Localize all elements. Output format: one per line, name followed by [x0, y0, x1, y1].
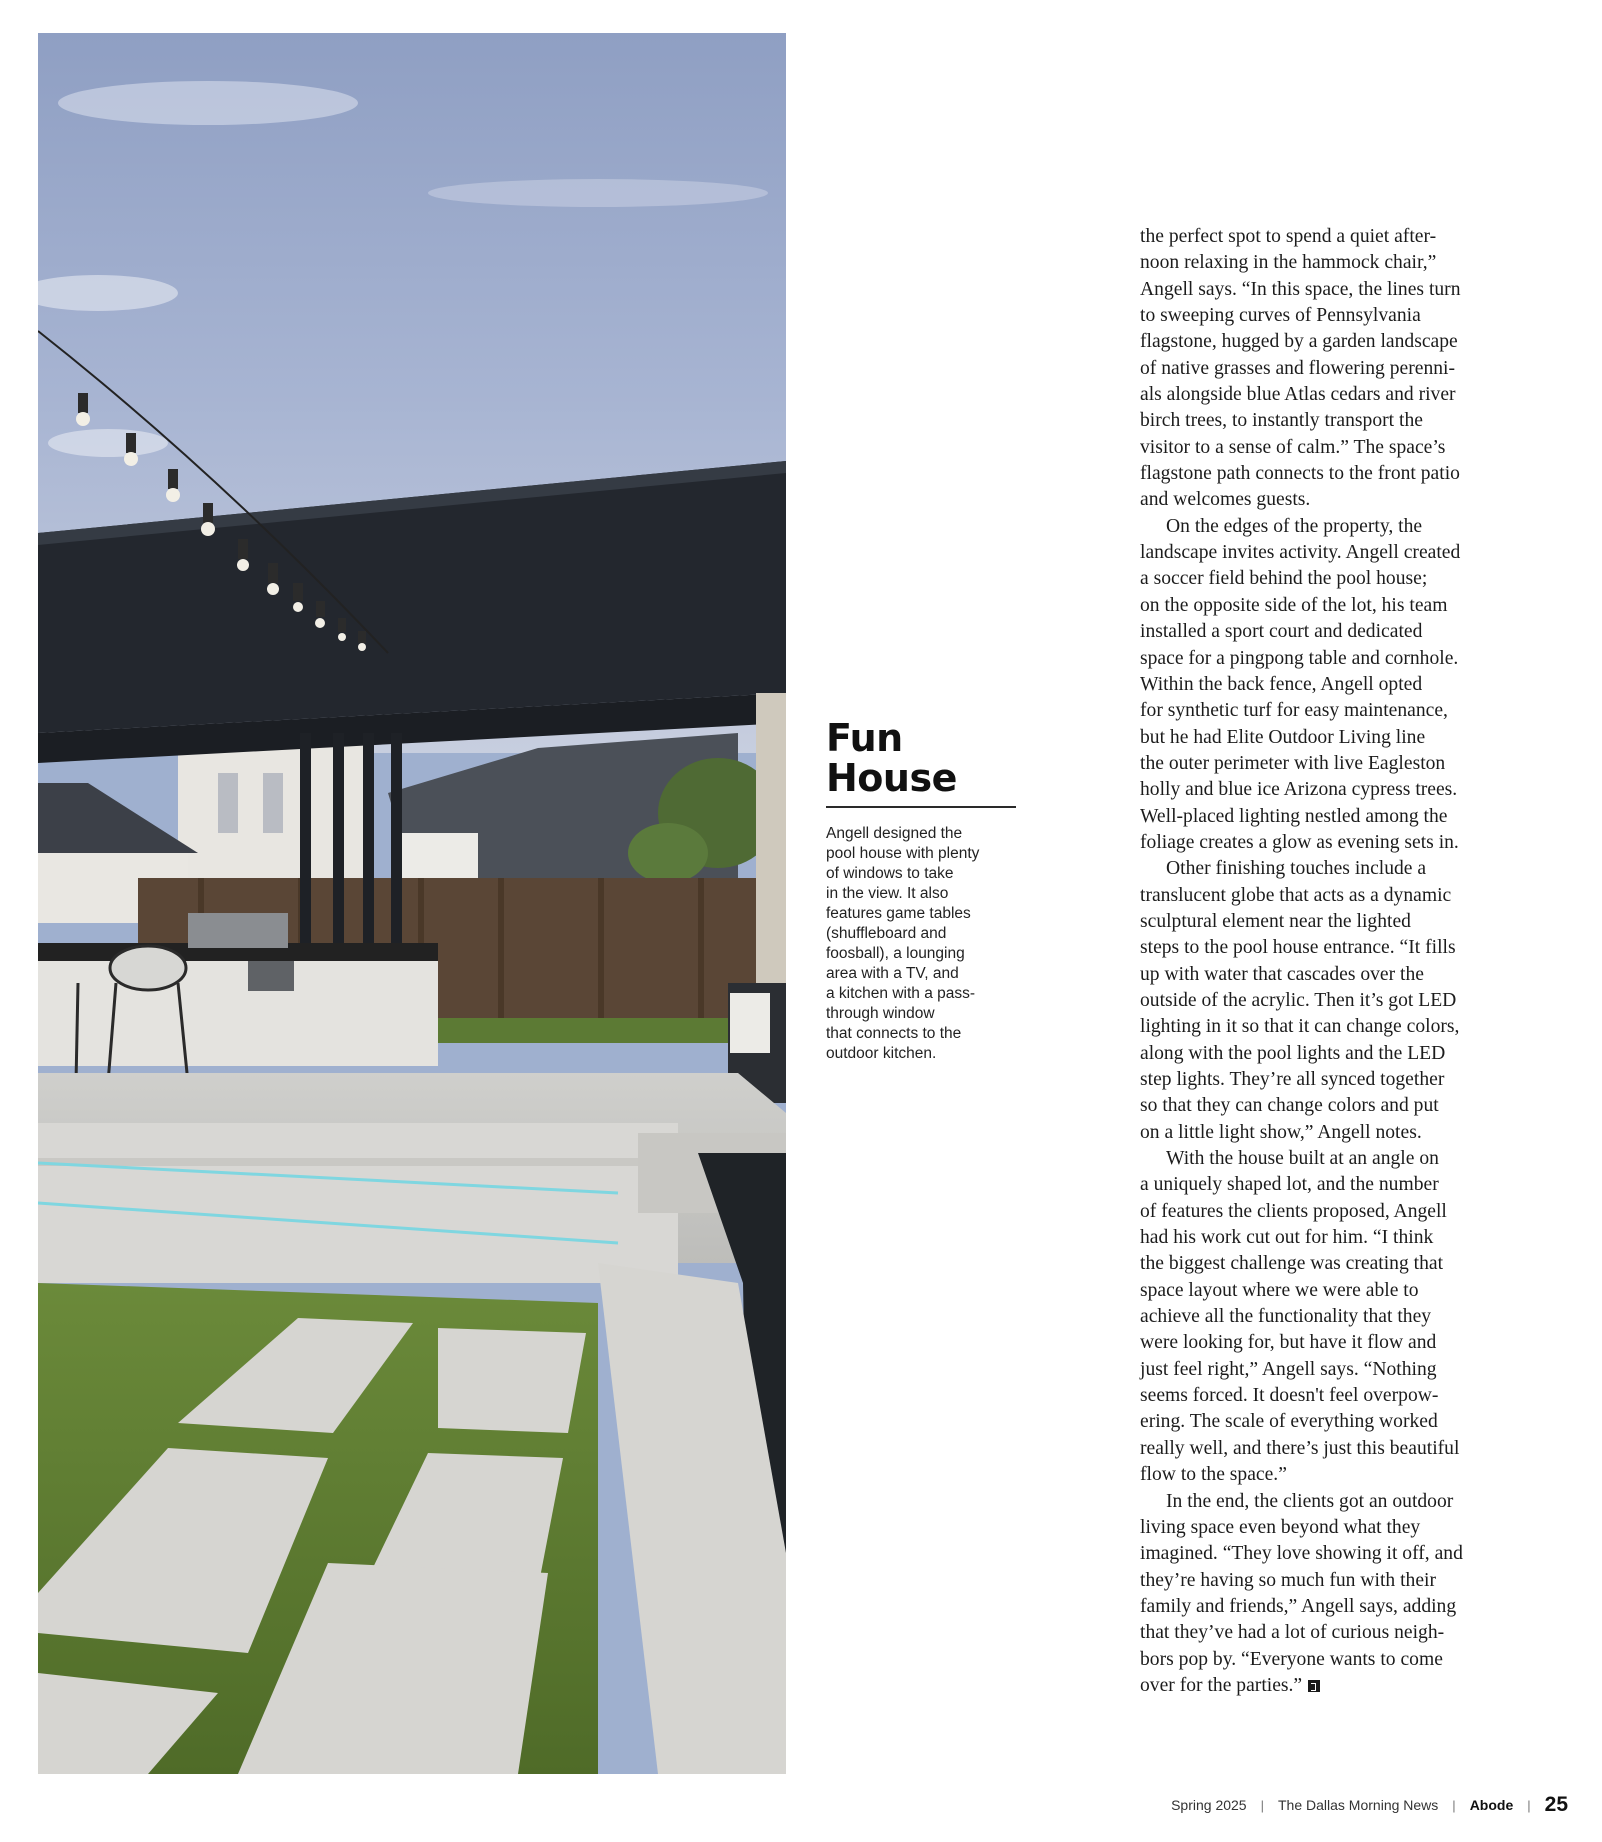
article-line: to sweeping curves of Pennsylvania — [1140, 305, 1421, 327]
article-line: space layout where we were able to — [1140, 1279, 1419, 1301]
article-line: bors pop by. “Everyone wants to come — [1140, 1648, 1443, 1670]
footer-separator: | — [1527, 1797, 1531, 1813]
article-line: seems forced. It doesn't feel overpow- — [1140, 1385, 1439, 1407]
pool-house-photo-art — [38, 33, 786, 1774]
cloud — [58, 81, 358, 125]
footer-separator: | — [1260, 1797, 1264, 1813]
article-line: Within the back fence, Angell opted — [1140, 673, 1423, 695]
page-footer — [1171, 1790, 1568, 1820]
article-line: were looking for, but have it flow and — [1140, 1332, 1437, 1354]
caption-line: area with a TV, and — [826, 965, 959, 982]
page-number: 25 — [1544, 1793, 1568, 1816]
article-line: that they’ve had a lot of curious neigh- — [1140, 1622, 1445, 1644]
cloud — [48, 429, 168, 457]
article-line: they’re having so much fun with their — [1140, 1569, 1437, 1591]
caption-line: a kitchen with a pass- — [826, 985, 976, 1002]
outdoor-kitchen — [38, 961, 438, 1066]
article-line: up with water that cascades over the — [1140, 963, 1424, 985]
article-line: imagined. “They love showing it off, and — [1140, 1543, 1463, 1565]
article-line: just feel right,” Angell says. “Nothing — [1140, 1358, 1437, 1380]
article-line: the outer perimeter with live Eagleston — [1140, 752, 1446, 774]
article-line: really well, and there’s just this beautiful — [1140, 1437, 1460, 1459]
article-line: foliage creates a glow as evening sets in. — [1140, 831, 1459, 853]
article-line: and welcomes guests. — [1140, 489, 1311, 511]
sidebar — [826, 718, 1016, 1064]
article-line: on the opposite side of the lot, his team — [1140, 594, 1448, 616]
article-line: outside of the acrylic. Then it’s got LED — [1140, 989, 1457, 1011]
article-line: landscape invites activity. Angell created — [1140, 542, 1461, 564]
article-line: achieve all the functionality that they — [1140, 1306, 1432, 1328]
pool-house-photo — [38, 33, 786, 1774]
article-line: on a little light show,” Angell notes. — [1140, 1121, 1422, 1143]
article-line: over for the parties.” — [1140, 1673, 1510, 1699]
article-line: for synthetic turf for easy maintenance, — [1140, 700, 1448, 722]
article-line: had his work cut out for him. “I think — [1140, 1227, 1434, 1249]
caption-line: (shuffleboard and — [826, 925, 947, 942]
caption-line: in the view. It also — [826, 885, 949, 902]
article-line: birch trees, to instantly transport the — [1140, 410, 1423, 432]
footer-publication: The Dallas Morning News — [1278, 1797, 1439, 1813]
article-line: sculptural element near the lighted — [1140, 910, 1411, 932]
article-line: flagstone, hugged by a garden landscape — [1140, 331, 1458, 353]
article-line: the perfect spot to spend a quiet after- — [1140, 226, 1437, 247]
article-body — [1140, 224, 1510, 1699]
article-line: the biggest challenge was creating that — [1140, 1253, 1444, 1275]
caption-line: outdoor kitchen. — [826, 1045, 937, 1062]
article-line: of features the clients proposed, Angell — [1140, 1200, 1447, 1222]
article-line: along with the pool lights and the LED — [1140, 1042, 1446, 1064]
article-line: Angell says. “In this space, the lines turn — [1140, 278, 1461, 300]
caption-line: through window — [826, 1005, 935, 1022]
article-line: lighting in it so that it can change colors, — [1140, 1016, 1460, 1038]
article-line: space for a pingpong table and cornhole. — [1140, 647, 1459, 669]
article-line: Well-placed lighting nestled among the — [1140, 805, 1448, 827]
article-line: but he had Elite Outdoor Living line — [1140, 726, 1426, 748]
article-line: step lights. They’re all synced together — [1140, 1069, 1445, 1090]
article-line: a soccer field behind the pool house; — [1140, 568, 1428, 590]
article-line: Other finishing touches include a — [1166, 858, 1427, 880]
article-line: noon relaxing in the hammock chair,” — [1140, 252, 1437, 274]
sidebar-title-line: House — [826, 756, 957, 800]
caption-line: that connects to the — [826, 1025, 962, 1042]
article-line: flow to the space.” — [1140, 1464, 1287, 1486]
article-line: ering. The scale of everything worked — [1140, 1411, 1438, 1433]
article-line: flagstone path connects to the front patio — [1140, 463, 1460, 485]
caption-line: features game tables — [826, 905, 971, 922]
footer-section: Abode — [1469, 1797, 1514, 1813]
sidebar-title-line: Fun — [826, 716, 903, 760]
article-line: On the edges of the property, the — [1166, 515, 1423, 537]
article-line: als alongside blue Atlas cedars and river — [1140, 384, 1456, 406]
article-line: With the house built at an angle on — [1166, 1148, 1439, 1170]
article-line: living space even beyond what they — [1140, 1516, 1421, 1538]
neighbor-roof — [38, 783, 198, 853]
end-of-article-icon — [1308, 1680, 1320, 1692]
article-line: a uniquely shaped lot, and the number — [1140, 1174, 1439, 1196]
caption-line: foosball), a lounging — [826, 945, 965, 962]
photo-caption — [826, 824, 1016, 1064]
sidebar-title — [826, 718, 1016, 808]
caption-line: Angell designed the — [826, 825, 963, 842]
article-line: of native grasses and flowering perenni- — [1140, 357, 1456, 379]
footer-separator: | — [1452, 1797, 1456, 1813]
article-line: visitor to a sense of calm.” The space’s — [1140, 436, 1446, 458]
article-line: translucent globe that acts as a dynamic — [1140, 884, 1452, 906]
article-line: so that they can change colors and put — [1140, 1095, 1439, 1117]
article-line: family and friends,” Angell says, adding — [1140, 1595, 1457, 1617]
cloud — [428, 179, 768, 207]
caption-line: pool house with plenty — [826, 845, 980, 862]
article-line: installed a sport court and dedicated — [1140, 621, 1423, 643]
footer-season: Spring 2025 — [1171, 1797, 1247, 1813]
article-line: steps to the pool house entrance. “It fills — [1140, 937, 1456, 959]
article-line: holly and blue ice Arizona cypress trees. — [1140, 779, 1458, 801]
article-line: In the end, the clients got an outdoor — [1166, 1490, 1454, 1512]
caption-line: of windows to take — [826, 865, 954, 882]
